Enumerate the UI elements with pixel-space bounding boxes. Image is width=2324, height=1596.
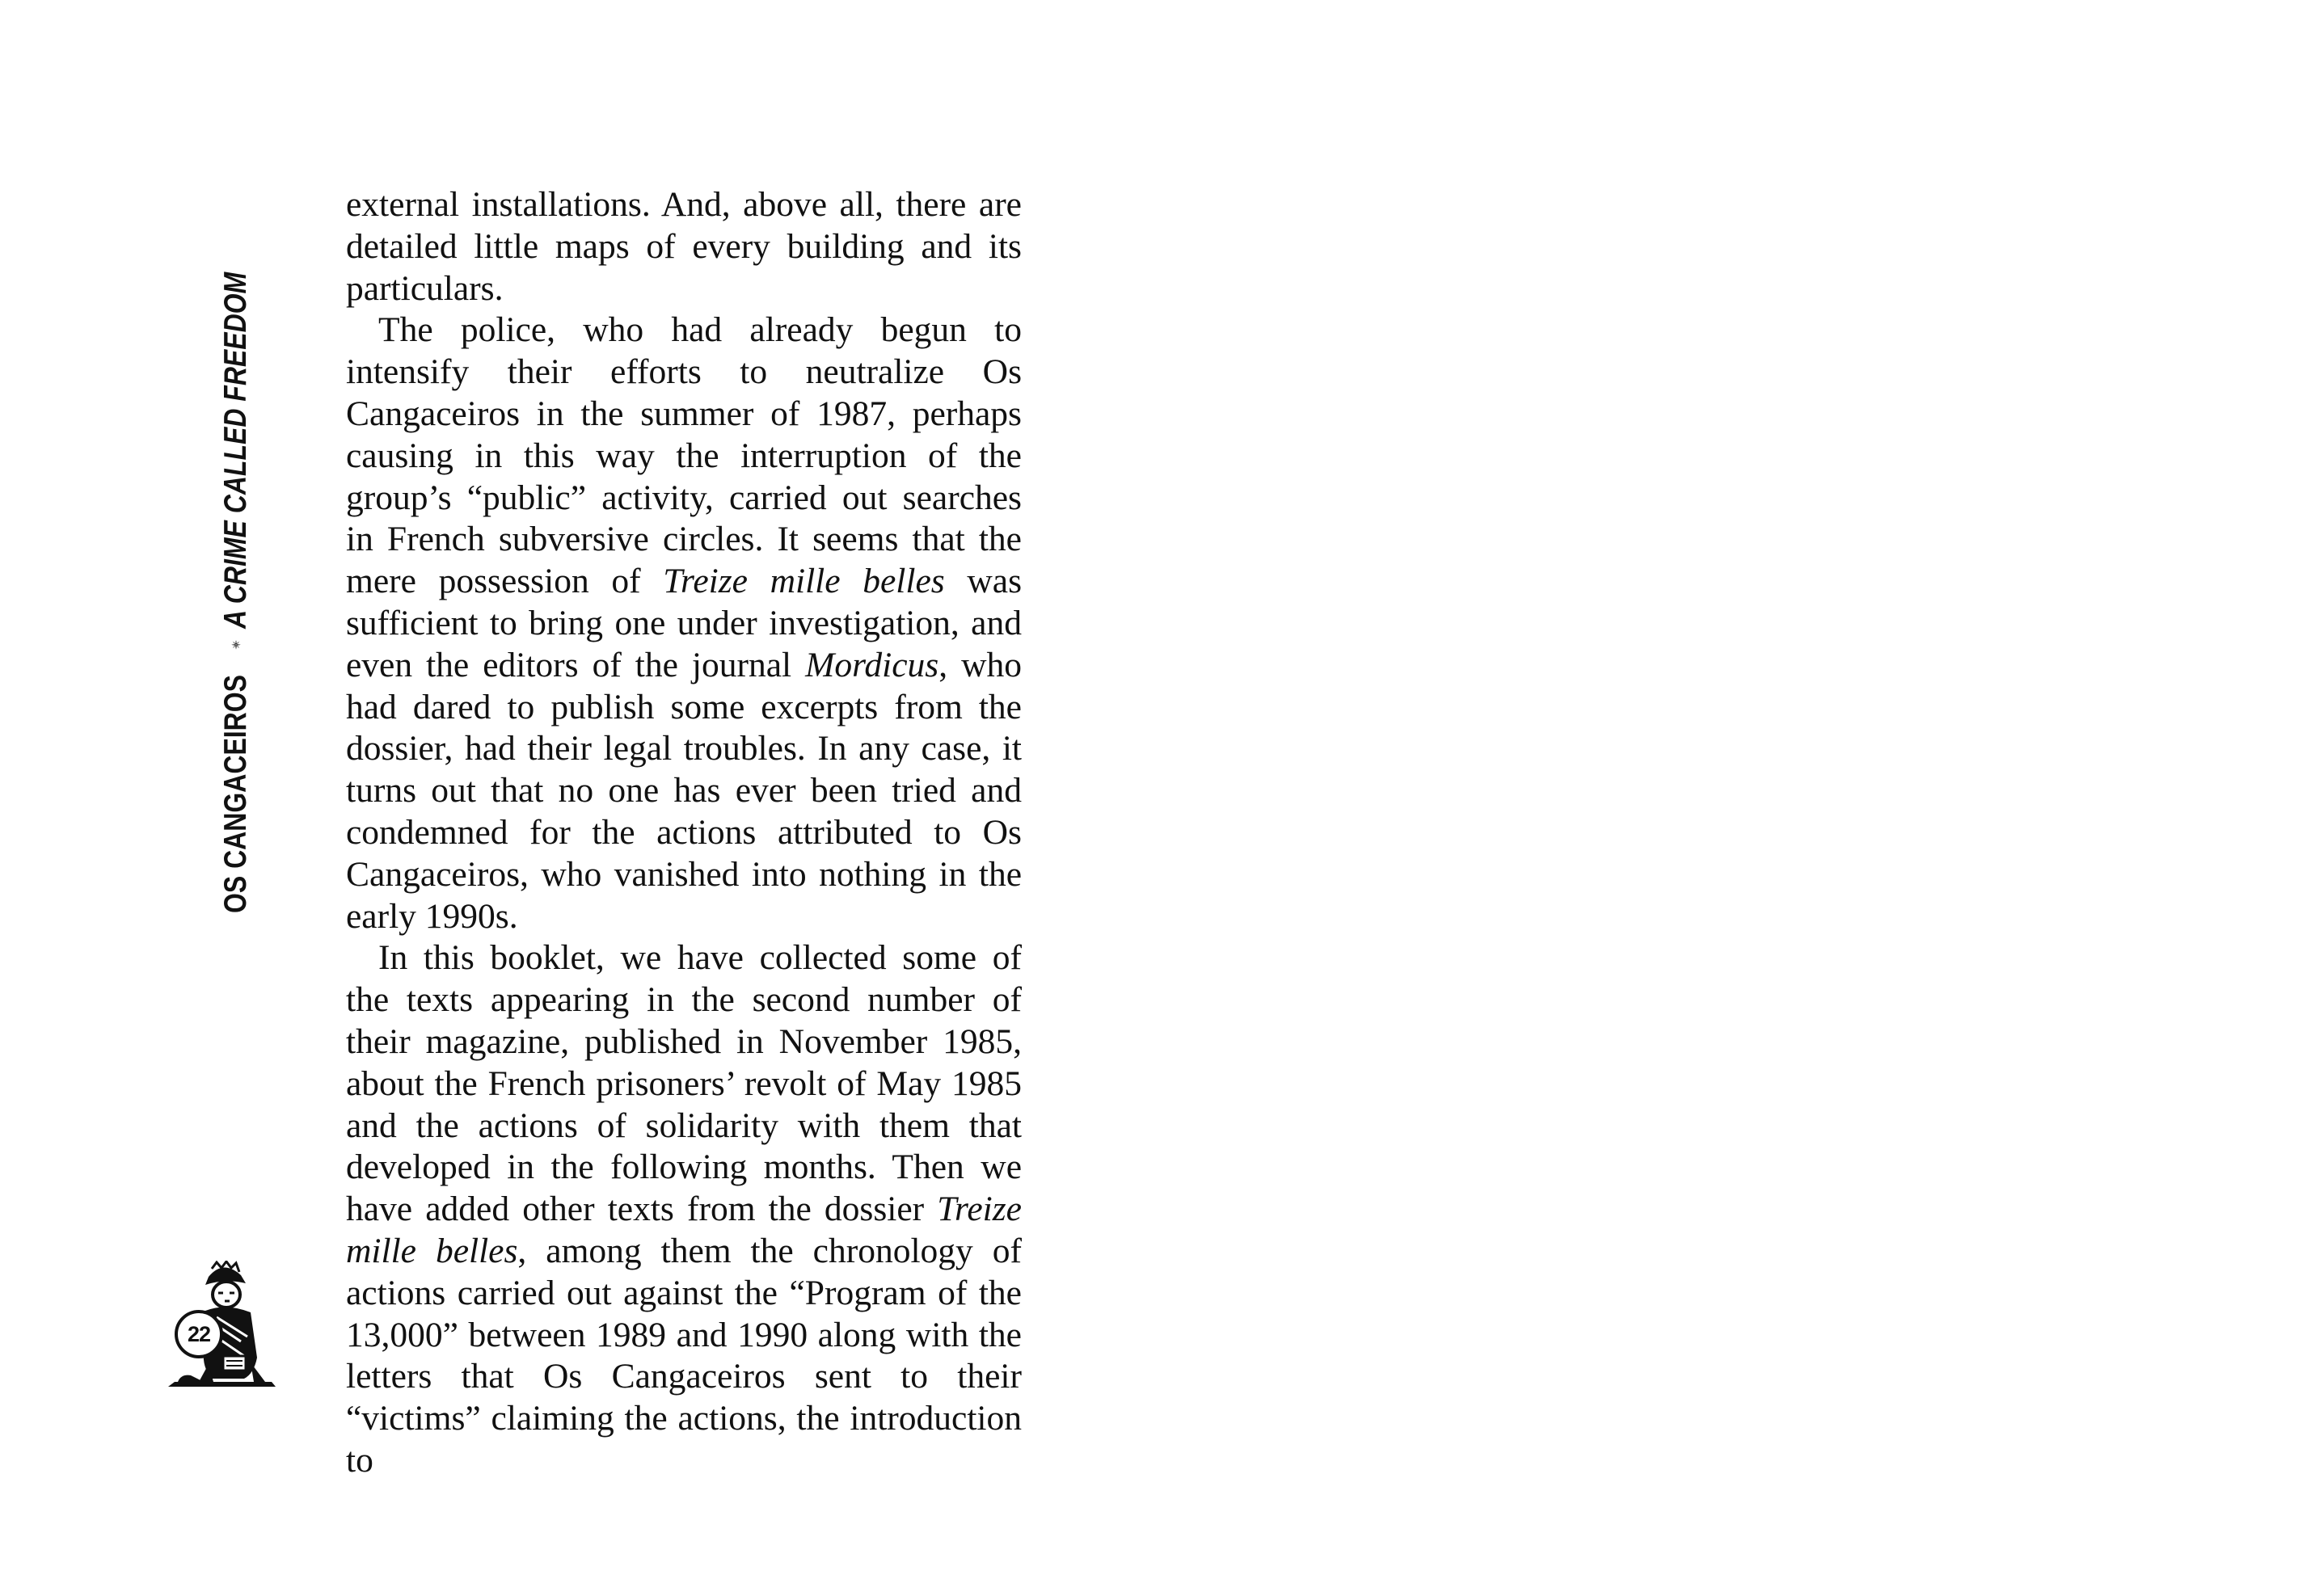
paragraph-text: , who had dared to publish some excerpts from the dossier, had their legal troubles. In any case, it turns out that no one has ever been tried and condemned for the actions attributed to Os Cangaceiros, who vanished into nothing in the early 1990s. — [346, 645, 1022, 936]
paragraph — [346, 937, 1022, 1481]
paragraph-text: , among them the chronology of actions carried out against the “Program of the 13,000” between 1989 and 1990 along with the letters that Os Cangaceiros sent to their “victims” claiming the actions, the introduction to — [346, 1231, 1022, 1480]
running-header — [218, 194, 254, 913]
paragraph-text: was sufficient to bring one under investigation, and even the editors of the journal — [346, 562, 1022, 684]
star-burst-ornament-icon — [220, 640, 252, 650]
paragraph — [346, 184, 1022, 310]
paragraph-text: external installations. And, above all, there are detailed little maps of every building and its particulars. — [346, 185, 1022, 308]
paragraph-text: The police, who had already begun to intensify their efforts to neutralize Os Cangaceiros in the summer of 1987, perhaps causing in this way the interruption of the group’s “public” activity, carried out searches in French subversive circles. It seems that the mere possession of — [346, 310, 1022, 601]
folio — [167, 1261, 280, 1390]
book-title: A CRIME CALLED FREEDOM — [218, 272, 253, 630]
paragraph-text: In this booklet, we have collected some of the texts appearing in the second number of their magazine, published in November 1985, about the French prisoners’ revolt of May 1985 and the actions of solidarity with them that developed in the following months. Then we have added other texts from the dossier — [346, 938, 1022, 1229]
italic-title-text: Treize mille belles — [663, 562, 945, 601]
paragraph — [346, 310, 1022, 937]
series-name: OS CANGACEIROS — [218, 675, 253, 913]
italic-title-text: Mordicus — [805, 645, 939, 684]
page-number: 22 — [175, 1310, 223, 1358]
body-text-column — [346, 184, 1022, 1482]
italic-title-text: Treize mille belles — [346, 1190, 1022, 1270]
